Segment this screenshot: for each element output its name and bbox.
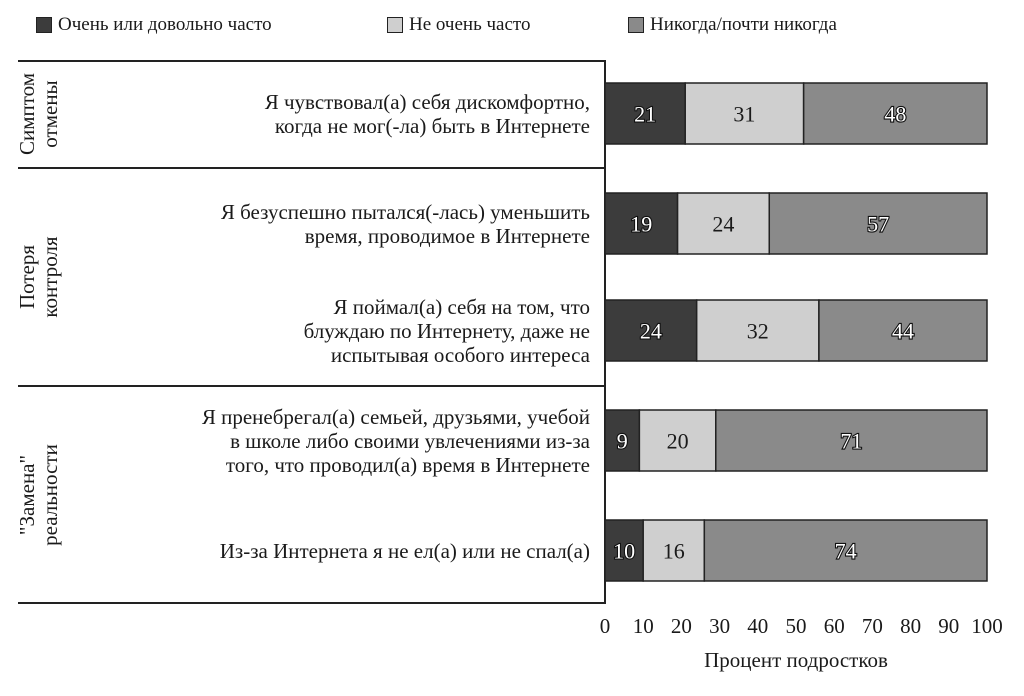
legend-label: Никогда/почти никогда [650,14,837,35]
x-tick-label: 80 [900,614,922,638]
bar-value-label: 24 [712,211,735,237]
row-label-line: когда не мог(-ла) быть в Интернете [274,113,590,138]
group-label-line: контроля [38,236,62,318]
x-tick-label: 70 [861,614,883,638]
x-axis-label: Процент подростков [704,648,888,672]
x-tick-label: 30 [709,614,731,638]
bar-value-label: 24 [639,318,662,344]
bar-value-label: 44 [891,318,914,344]
row-label-line: Я пренебрегал(а) семьей, друзьями, учебой [201,404,590,429]
bar-value-label: 48 [884,101,907,127]
row-label-line: Я безуспешно пытался(-лась) уменьшить [220,199,590,224]
x-tick-label: 10 [632,614,654,638]
x-tick-label: 90 [938,614,960,638]
group-label-line: отмены [38,80,62,148]
row-label-line: время, проводимое в Интернете [304,223,590,248]
bar-value-label: 31 [733,101,756,127]
x-tick-label: 50 [785,614,807,638]
row-label-line: того, что проводил(а) время в Интернете [225,452,590,477]
bar-value-label: 19 [630,211,653,237]
legend-label: Очень или довольно часто [58,14,272,35]
bar-value-label: 10 [613,538,636,564]
x-tick-label: 20 [670,614,692,638]
x-tick-label: 100 [971,614,1003,638]
bar-value-label: 32 [746,318,769,344]
bar-value-label: 20 [666,428,689,454]
row-label-line: Я поймал(а) себя на том, что [333,294,590,319]
x-tick-label: 40 [747,614,769,638]
bar-value-label: 57 [867,211,890,237]
x-tick-label: 0 [599,614,611,638]
group-label-line: Симптом [15,72,39,156]
group-label-line: "Замена" [15,454,39,535]
bar-value-label: 71 [840,428,863,454]
row-label-line: Я чувствовал(а) себя дискомфортно, [264,89,590,114]
group-label-line: Потеря [15,244,39,310]
bar-value-label: 16 [662,538,685,564]
row-label-line: испытывая особого интереса [330,342,590,367]
row-label-line: в школе либо своими увлечениями из-за [230,428,590,453]
legend-label: Не очень часто [409,14,531,35]
bar-value-label: 21 [634,101,657,127]
bar-value-label: 74 [834,538,857,564]
group-label-line: реальности [38,443,62,546]
x-tick-label: 60 [823,614,845,638]
bar-value-label: 9 [616,428,628,454]
row-label-line: Из-за Интернета я не ел(а) или не спал(а) [219,538,590,563]
row-label-line: блуждаю по Интернету, даже не [303,318,590,343]
